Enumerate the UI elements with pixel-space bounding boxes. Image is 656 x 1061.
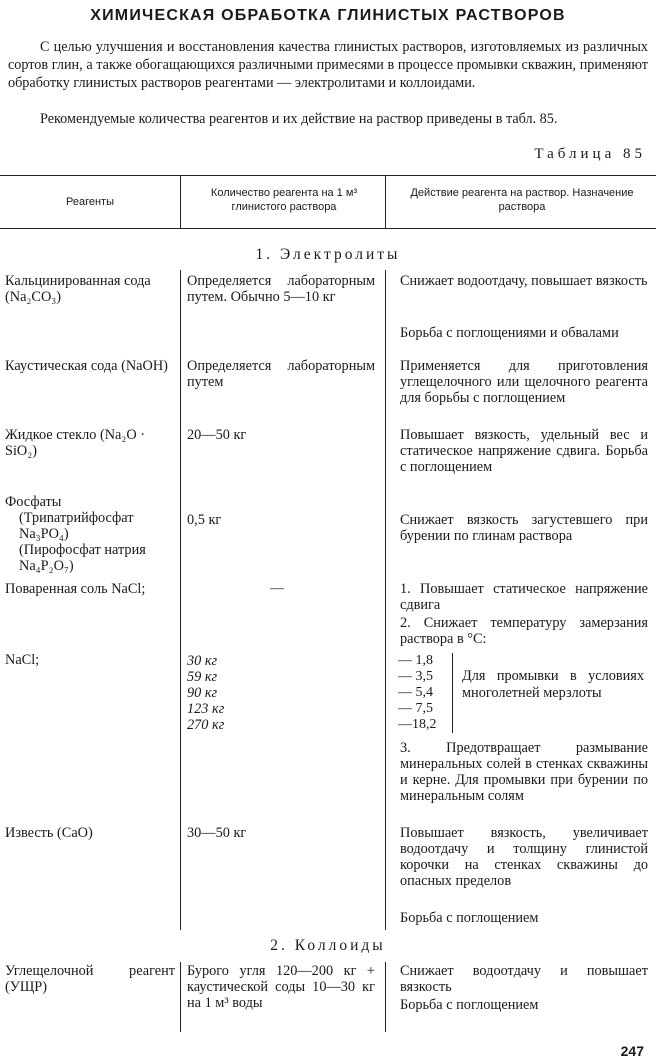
action-lime-2: Борьба с поглощением	[400, 910, 539, 926]
qty-uschr: Бурого угля 120—200 кг + каустической соды 10—30 кг на 1 м³ воды	[187, 963, 375, 1011]
qty-caustic: Определяется лабораторным путем	[187, 358, 375, 390]
column-divider	[385, 270, 386, 930]
qty-glass: 20—50 кг	[187, 427, 247, 443]
column-divider	[180, 962, 181, 1032]
header-quantity: Количество реагента на 1 м³ глинистого раствора	[210, 187, 358, 213]
table-reference-paragraph: Рекомендуемые количества реагентов и их действие на раствор приведены в табл. 85.	[40, 111, 558, 127]
page-number: 247	[620, 1043, 644, 1059]
qty-phosphates: 0,5 кг	[187, 512, 222, 528]
table-top-rule	[0, 175, 656, 176]
reagent-caustic: Каустическая сода (NaOH)	[5, 358, 168, 374]
column-divider	[180, 270, 181, 930]
page-title: ХИМИЧЕСКАЯ ОБРАБОТКА ГЛИНИСТЫХ РАСТВОРОВ	[90, 7, 566, 24]
action-nacl-3: 3. Предотвращает размывание минеральных солей в стенках скважины и керне. Для промывки при бурении по минеральным солям	[400, 740, 648, 804]
header-divider	[385, 175, 386, 228]
reagent-lime: Известь (CaO)	[5, 825, 93, 841]
header-divider	[180, 175, 181, 228]
action-caustic: Применяется для приготовления углещелочного или щелочного реагента для борьбы с поглощением	[400, 358, 648, 406]
header-reagents: Реагенты	[66, 196, 114, 208]
reagent-salt: Поваренная соль NaCl;	[5, 581, 146, 597]
qty-lime: 30—50 кг	[187, 825, 247, 841]
action-soda: Снижает водоотдачу, повышает вязкость	[400, 273, 648, 289]
reagent-phosphates: Фосфаты (Триnатрийфосфат Na₃PO₄) (Пирофосфат натрия Na₄P₂O₇)	[5, 494, 146, 574]
action-salt-2: 2. Снижает температуру замерзания раствора в °С:	[400, 615, 648, 647]
qty-nacl-list: 30 кг 59 кг 90 кг 123 кг 270 кг	[187, 653, 225, 733]
permafrost-note: Для промывки в условиях многолетней мерзлоты	[462, 668, 644, 701]
header-action: Действие реагента на раствор. Назначение раствора	[410, 187, 634, 213]
action-lime: Повышает вязкость, увеличивает водоотдачу и толщину глинистой корочки на стенках скважины до опасных пределов	[400, 825, 648, 889]
action-uschr: Снижает водоотдачу и повышает вязкость	[400, 963, 648, 995]
column-divider	[385, 962, 386, 1032]
action-uschr-2: Борьба с поглощением	[400, 997, 539, 1013]
reagent-nacl: NaCl;	[5, 652, 40, 668]
section-electrolytes: 1. Электролиты	[255, 246, 401, 263]
qty-salt: —	[270, 581, 284, 596]
action-glass: Повышает вязкость, удельный вес и статическое напряжение сдвига. Борьба с поглощением	[400, 427, 648, 475]
action-phosphates: Снижает вязкость загустевшего при бурении по глинам раствора	[400, 512, 648, 544]
temperature-list: — 1,8 — 3,5 — 5,4 — 7,5 —18,2	[398, 653, 437, 732]
table-header-rule	[0, 228, 656, 229]
bracket	[452, 653, 453, 733]
reagent-glass: Жидкое стекло (Na₂O · SiO₂)	[5, 427, 146, 459]
action-soda-2: Борьба с поглощениями и обвалами	[400, 325, 619, 341]
section-colloids: 2. Коллоиды	[270, 937, 386, 954]
qty-soda: Определяется лабораторным путем. Обычно 5—10 кг	[187, 273, 375, 305]
table-label: Таблица 85	[534, 146, 646, 162]
action-salt-1: 1. Повышает статическое напряжение сдвига	[400, 581, 648, 613]
reagent-uschr: Углещелочной реагент (УЩР)	[5, 963, 175, 995]
intro-paragraph: С целью улучшения и восстановления качества глинистых растворов, изготовляемых из различных сортов глин, а также обогащающихся различными примесями в процессе промывки скважин, применяют обработку глинистых растворов реагентами — электролитами и коллоидами.	[8, 39, 648, 91]
reagent-soda: Кальцинированная сода (Na₂CO₃)	[5, 273, 151, 305]
